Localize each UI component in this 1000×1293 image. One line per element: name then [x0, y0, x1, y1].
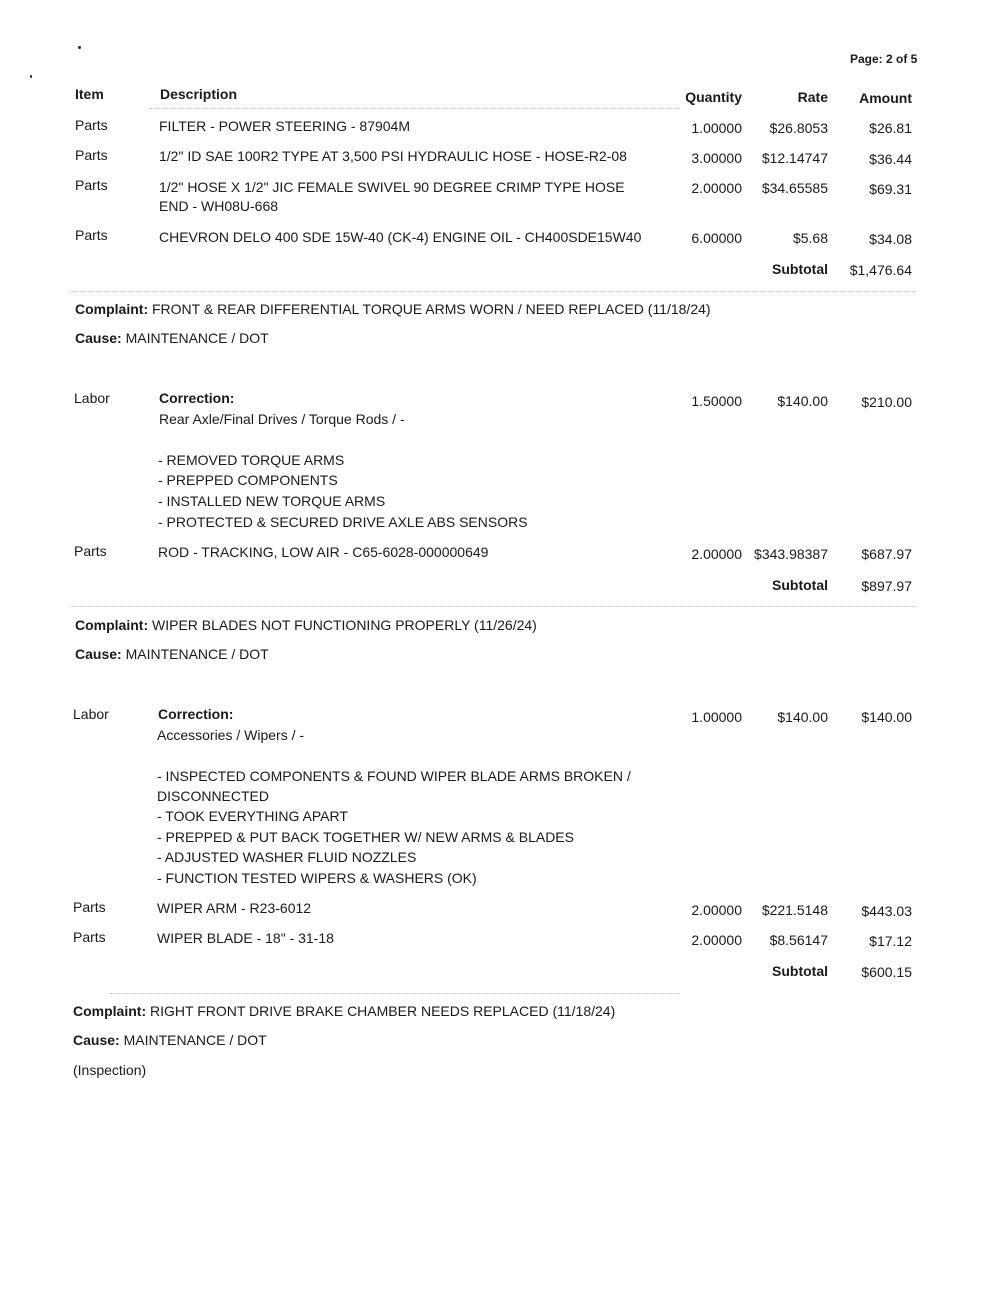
scan-speck	[78, 46, 81, 49]
complaint-text: FRONT & REAR DIFFERENTIAL TORQUE ARMS WORN / NEED REPLACED (11/18/24)	[152, 301, 711, 317]
subtotal-amount: $600.15	[861, 964, 912, 980]
item-amount: $69.31	[869, 181, 912, 197]
section-divider	[70, 291, 915, 292]
item-quantity: 6.00000	[691, 230, 742, 246]
item-quantity: 2.00000	[691, 902, 742, 918]
subtotal-label: Subtotal	[772, 261, 828, 277]
header-divider	[150, 108, 680, 109]
item-description: CHEVRON DELO 400 SDE 15W-40 (CK-4) ENGINE OIL - CH400SDE15W40	[159, 229, 642, 245]
correction-category: Accessories / Wipers / -	[157, 727, 305, 743]
item-amount: $26.81	[869, 120, 912, 136]
complaint-label: Complaint:	[75, 301, 149, 317]
item-description-line-1: 1/2" HOSE X 1/2" JIC FEMALE SWIVEL 90 DEGREE CRIMP TYPE HOSE	[159, 179, 625, 195]
item-quantity: 2.00000	[691, 932, 742, 948]
cause-line	[75, 646, 269, 663]
header-description: Description	[160, 86, 238, 102]
header-item: Item	[75, 86, 104, 102]
complaint-label: Complaint:	[75, 617, 149, 633]
item-type: Parts	[74, 543, 107, 559]
header-amount: Amount	[859, 90, 912, 106]
cause-text: MAINTENANCE / DOT	[125, 646, 269, 662]
correction-step: - REMOVED TORQUE ARMS	[158, 452, 345, 468]
correction-label: Correction:	[159, 390, 235, 406]
subtotal-amount: $897.97	[861, 578, 912, 594]
item-rate: $26.8053	[769, 120, 828, 136]
complaint-label: Complaint:	[73, 1003, 147, 1019]
item-type: Parts	[73, 899, 106, 915]
item-quantity: 3.00000	[691, 150, 742, 166]
correction-category: Rear Axle/Final Drives / Torque Rods / -	[159, 411, 405, 427]
cause-label: Cause:	[73, 1032, 120, 1048]
labor-quantity: 1.00000	[691, 709, 742, 725]
correction-step: - PREPPED COMPONENTS	[158, 472, 338, 488]
cause-label: Cause:	[75, 646, 122, 662]
correction-step: - PREPPED & PUT BACK TOGETHER W/ NEW ARMS & BLADES	[157, 829, 574, 845]
subtotal-label: Subtotal	[772, 963, 828, 979]
cause-text: MAINTENANCE / DOT	[123, 1032, 267, 1048]
item-rate: $5.68	[792, 230, 828, 246]
section-divider	[70, 606, 915, 607]
item-type: Parts	[75, 177, 108, 193]
item-rate: $221.5148	[761, 902, 828, 918]
page-number: Page: 2 of 5	[850, 52, 918, 66]
correction-step: - TOOK EVERYTHING APART	[157, 808, 348, 824]
header-rate: Rate	[797, 89, 828, 105]
item-rate: $8.56147	[769, 932, 828, 948]
subtotal-amount: $1,476.64	[849, 262, 912, 278]
labor-rate: $140.00	[777, 709, 828, 725]
item-type: Parts	[75, 117, 108, 133]
item-amount: $34.08	[869, 231, 912, 247]
item-rate: $343.98387	[754, 546, 828, 562]
item-amount: $443.03	[861, 903, 912, 919]
correction-step: - PROTECTED & SECURED DRIVE AXLE ABS SENSORS	[158, 514, 528, 530]
item-quantity: 2.00000	[691, 180, 742, 196]
item-amount: $36.44	[869, 151, 912, 167]
header-quantity: Quantity	[685, 89, 742, 105]
correction-step: - INSPECTED COMPONENTS & FOUND WIPER BLADE ARMS BROKEN /	[157, 768, 631, 784]
section-divider	[110, 993, 680, 994]
labor-rate: $140.00	[777, 393, 828, 409]
complaint-text: RIGHT FRONT DRIVE BRAKE CHAMBER NEEDS REPLACED (11/18/24)	[150, 1003, 616, 1019]
item-amount: $687.97	[861, 546, 912, 562]
inspection-note: (Inspection)	[73, 1062, 147, 1078]
item-description-line-2: END - WH08U-668	[159, 198, 279, 214]
item-quantity: 1.00000	[691, 120, 742, 136]
labor-amount: $210.00	[861, 394, 912, 410]
correction-step: - ADJUSTED WASHER FLUID NOZZLES	[157, 849, 417, 865]
complaint-line	[75, 301, 711, 318]
item-description: ROD - TRACKING, LOW AIR - C65-6028-000000649	[158, 544, 489, 560]
cause-text: MAINTENANCE / DOT	[125, 330, 269, 346]
correction-label: Correction:	[158, 706, 234, 722]
item-rate: $34.65585	[761, 180, 828, 196]
scan-speck	[30, 75, 32, 78]
item-rate: $12.14747	[761, 150, 828, 166]
correction-step: - INSTALLED NEW TORQUE ARMS	[158, 493, 386, 509]
item-description: FILTER - POWER STEERING - 87904M	[159, 118, 411, 134]
item-type: Parts	[73, 929, 106, 945]
cause-line	[73, 1032, 267, 1049]
item-amount: $17.12	[869, 933, 912, 949]
cause-label: Cause:	[75, 330, 122, 346]
item-type: Parts	[75, 227, 108, 243]
labor-quantity: 1.50000	[691, 393, 742, 409]
correction-step: - FUNCTION TESTED WIPERS & WASHERS (OK)	[157, 870, 477, 886]
subtotal-label: Subtotal	[772, 577, 828, 593]
item-description: WIPER BLADE - 18" - 31-18	[157, 930, 334, 946]
labor-amount: $140.00	[861, 709, 912, 725]
item-description: WIPER ARM - R23-6012	[157, 900, 312, 916]
complaint-line	[73, 1003, 615, 1020]
labor-item-type: Labor	[74, 390, 110, 406]
labor-item-type: Labor	[73, 706, 109, 722]
complaint-text: WIPER BLADES NOT FUNCTIONING PROPERLY (11/26/24)	[152, 617, 537, 633]
item-quantity: 2.00000	[691, 546, 742, 562]
item-type: Parts	[75, 147, 108, 163]
correction-step: DISCONNECTED	[157, 788, 270, 804]
item-description: 1/2" ID SAE 100R2 TYPE AT 3,500 PSI HYDRAULIC HOSE - HOSE-R2-08	[159, 148, 627, 164]
complaint-line	[75, 617, 537, 634]
cause-line	[75, 330, 269, 347]
